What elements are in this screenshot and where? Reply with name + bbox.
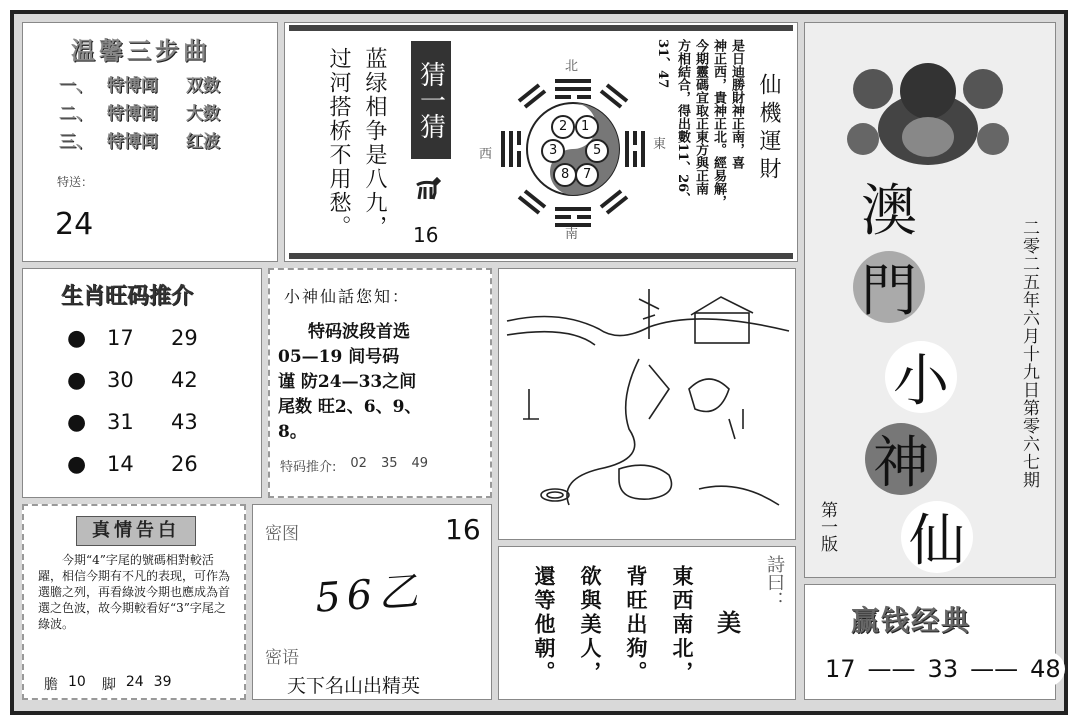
result-number: 17 — [821, 651, 860, 687]
confess-panel — [22, 504, 246, 700]
poem-label: 詩曰： — [764, 555, 785, 609]
tips-panel — [268, 268, 492, 498]
confess-title: 真情告白 — [76, 516, 196, 546]
ox-icon: ● — [67, 451, 87, 477]
three-step-panel — [22, 22, 278, 262]
poem-line: 欲與美人， — [578, 565, 603, 685]
result-separator: —— — [970, 655, 1019, 683]
fortune-title: 仙機運財 — [756, 73, 781, 185]
bagua-num: 8 — [561, 167, 570, 182]
monkey-icon: ● — [67, 409, 87, 435]
zodiac-row: ● 30 42 — [67, 367, 198, 393]
brand-char: 門 — [853, 251, 925, 323]
special-label: 特送： — [57, 175, 94, 189]
three-step-row: 三、 特博闻 红波 — [59, 131, 220, 152]
confess-body: 今期“4”字尾的號碼相對較活躍，相信今期有不凡的表现，可作為選膽之列，再看綠波今期也應成為首選之色波，故今期較看好“3”字尾之綠波。 — [38, 553, 231, 631]
bagua-diagram — [493, 59, 653, 239]
bottom-bar — [289, 253, 793, 259]
top-bar — [289, 25, 793, 31]
poem-line: 東西南北， — [670, 565, 695, 685]
brand-char: 神 — [865, 423, 937, 495]
fortune-line: 是日迪勝財神正南，喜 — [729, 39, 744, 169]
zodiac-title: 生肖旺码推介 — [61, 284, 194, 309]
guess-poem-line-1: 蓝绿相争是八九， — [362, 47, 387, 239]
three-step-row: 二、 特博闻 大数 — [59, 103, 220, 124]
secret-label: 密图 — [265, 524, 299, 544]
guess-badge: 猜一猜 — [411, 41, 451, 159]
tips-rec: 特码推介: 02 35 49 — [280, 456, 429, 475]
confess-nums: 膽 10 脚 24 39 — [44, 674, 172, 693]
three-step-title: 温馨三步曲 — [71, 37, 211, 65]
special-number: 24 — [55, 207, 94, 242]
zodiac-rows — [67, 317, 198, 485]
bagua-num: 3 — [549, 143, 558, 158]
zodiac-panel — [22, 268, 262, 498]
issue-date: 二零二五年六月十九日第零六七期 — [1019, 219, 1039, 489]
secret-phrase: 天下名山出精英 — [287, 675, 421, 697]
zodiac-row: ● 14 26 — [67, 451, 198, 477]
illustration-panel — [498, 268, 796, 540]
brand-panel — [804, 22, 1056, 578]
brand-char: 小 — [885, 341, 957, 413]
tips-body: 特码波段首选 05—19 间号码 谨 防24—33之间 尾数 旺2、6、9、 8。 — [278, 322, 422, 442]
result-number: 48 — [1026, 651, 1065, 687]
poem-title: 美 — [717, 608, 741, 637]
secret-panel — [252, 504, 492, 700]
result-nums — [821, 651, 1065, 687]
bagua-west: 西 — [479, 147, 493, 162]
poem-line: 還等他朝。 — [532, 565, 557, 685]
fortune-line: 今期靈碼宜取正東方與正南 — [693, 39, 708, 195]
brand-char: 澳 — [861, 179, 917, 244]
guess-number: 16 — [413, 223, 439, 247]
three-step-row: 一、 特博闻 双数 — [59, 75, 220, 96]
rooster-icon: ● — [67, 367, 87, 393]
result-number: 33 — [924, 651, 963, 687]
poem-line: 背旺出狗。 — [624, 565, 649, 685]
dog-icon: ● — [67, 325, 87, 351]
landscape-illustration — [499, 269, 795, 539]
result-panel — [804, 584, 1061, 700]
fortune-line: 神正西，貴神正北。經易解， — [711, 39, 726, 208]
secret-number: 16 — [445, 513, 481, 546]
poem-panel — [498, 546, 796, 700]
bagua-south: 南 — [565, 227, 579, 242]
bagua-east: 東 — [653, 137, 667, 152]
result-separator: —— — [867, 655, 916, 683]
bagua-num: 2 — [559, 119, 568, 134]
deer-icon — [413, 173, 443, 201]
fortune-line: 方相結合，得出數11、26、 — [675, 39, 690, 206]
bagua-num: 7 — [583, 167, 592, 182]
guess-poem-line-2: 过河搭桥不用愁。 — [326, 47, 351, 239]
zodiac-row: ● 31 43 — [67, 409, 198, 435]
bagua-north: 北 — [565, 59, 579, 74]
result-title: 赢钱经典 — [851, 604, 972, 637]
secret-scribble: 56乙 — [313, 568, 426, 622]
three-step-rows — [59, 69, 220, 153]
brand-char: 仙 — [901, 501, 973, 573]
zodiac-row: ● 17 29 — [67, 325, 198, 351]
bagua-num: 5 — [593, 143, 602, 158]
buddha-icon — [833, 29, 1023, 179]
secret-phrase-label: 密语 — [265, 648, 299, 668]
bagua-num: 1 — [581, 119, 590, 134]
guess-panel — [284, 22, 798, 262]
edition-label: 第一版 — [817, 501, 837, 552]
fortune-line: 31、47 — [655, 39, 670, 89]
tips-title: 小神仙話您知： — [284, 287, 411, 306]
